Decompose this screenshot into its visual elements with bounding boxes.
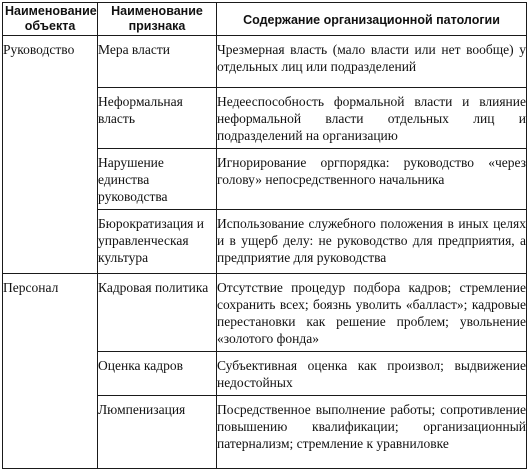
object-label: Руководство: [3, 42, 75, 57]
table-row: [3, 274, 527, 352]
sign-cell: Мера власти: [98, 36, 217, 88]
content-cell: Использование служебного положения в иных целях и в ущерб делу: не руководство для предприятия, а предприятие для руководства: [217, 210, 527, 274]
table-row: [3, 36, 527, 88]
header-content: Содержание организационной патологии: [217, 3, 527, 36]
sign-cell: Оценка кадров: [98, 352, 217, 396]
content-cell: Субъективная оценка как произвол; выдвижение недостойных: [217, 352, 527, 396]
document-page: [2, 2, 526, 452]
table-header-row: [3, 3, 527, 36]
sign-cell: Нарушение единства руководства: [98, 149, 217, 210]
content-cell: Отсутствие процедур подбора кадров; стремление сохранить всех; боязнь уволить «балласт»; кадровые перестановки как решение проблем; увольнение «золотого фонда»: [217, 274, 527, 352]
sign-cell: Неформальная власть: [98, 88, 217, 149]
object-cell-personnel: [3, 274, 98, 469]
content-cell: Игнорирование оргпорядка: руководство «через голову» непосредственного начальника: [217, 149, 527, 210]
object-cell-management: [3, 36, 98, 274]
content-cell: Чрезмерная власть (мало власти или нет вообще) у отдельных лиц или подразделений: [217, 36, 527, 88]
object-label: Персонал: [3, 280, 59, 295]
header-sign: Наименование признака: [98, 3, 217, 36]
content-cell: Посредственное выполнение работы; сопротивление повышению квалификации; организационный патернализм; стремление к уравниловке: [217, 396, 527, 469]
content-cell: Недееспособность формальной власти и влияние неформальной власти отдельных лиц и подразделений на организацию: [217, 88, 527, 149]
sign-cell: Люмпенизация: [98, 396, 217, 469]
sign-cell: Кадровая политика: [98, 274, 217, 352]
header-object: Наименование объекта: [3, 3, 98, 36]
organizational-pathology-table: [2, 2, 527, 469]
sign-cell: Бюрократизация и управленческая культура: [98, 210, 217, 274]
